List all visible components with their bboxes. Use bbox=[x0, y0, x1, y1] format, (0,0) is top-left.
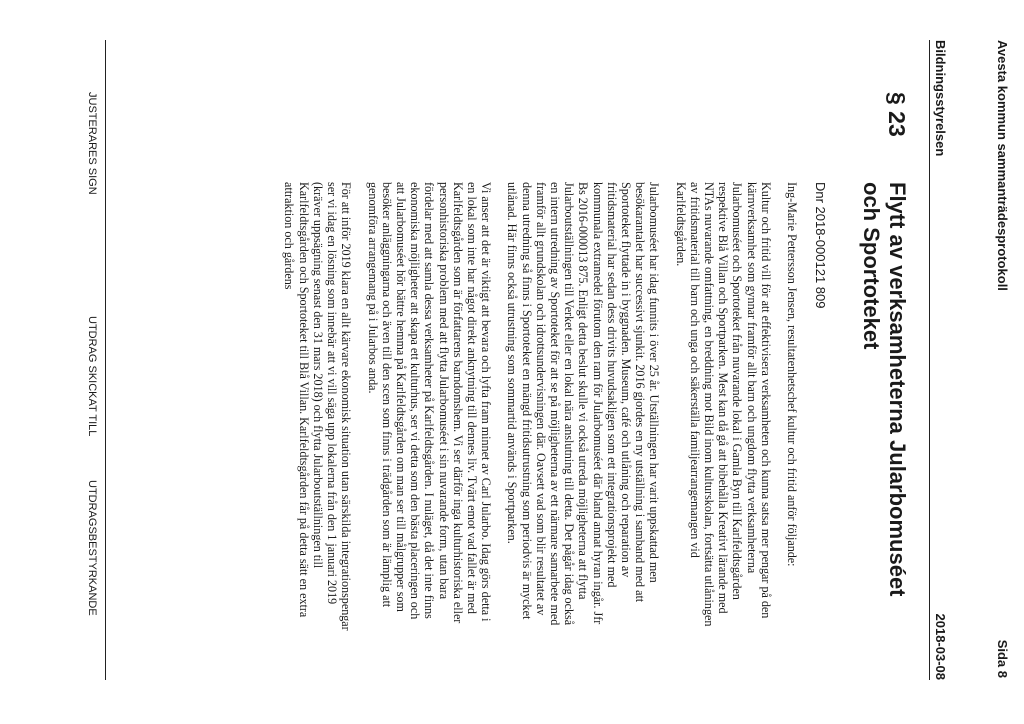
paragraph: Jularbomuséet har idag funnits i över 25 år. Utställningen har varit uppskattad men besökarantalet har successivt sjunkit. 2016 gjordes en ny utställning i samband med att Sportoteket flyttade in i byggnaden. Museum, café och utlåning och reparation av fritidsmaterial har sedan dess drivits huvudsakligen som ett integrationsprojekt med kommunala extramedel förutom den ram för Jularbomuséet där bland annat hyran ingår. Jfr Bs 2016-000013 875. Enligt detta beslut skulle vi också utreda möjligheterna att flytta Jularboutställningen till Verket eller en lokal nära anslutning till detta. Det pågår idag också en intern utredning av Sportoteket för att se på möjligheterna av ett närmare samarbete med framför allt grundskolan och idrottsundervisningen där. Oavsett vad som blir resultatet av denna utredning så finns i Sportoteket en mängd fritidsutrustning som periodvis är mycket utlånad. Här finns också utrustning som sommartid används i Sportparken. bbox=[505, 182, 662, 626]
header-divider bbox=[929, 40, 930, 680]
case-number: Dnr 2018-000121 809 bbox=[813, 182, 828, 309]
footer-verification-label: UTDRAGSBESTYRKANDE bbox=[86, 480, 98, 616]
page-number: Sida 8 bbox=[995, 639, 1010, 678]
paragraph: Kultur och fritid vill för att effektivisera verksamheten och kunna satsa mer pengar på den kärnverksamhet som gynnar framför allt barn och ungdom flytta verksamheterna Jularbomuséet och Sportoteket från nuvarande lokal i Gamla Byn till Karlfeldtsgården respektive Blå Villan och Sportparken. Mest kan då gå att bibehålla Kreativt lärande med NTAs nuvarande omfattning, en breddning mot Bild inom kulturskolan, fortsätta utlåningen av fritidsmaterial till barn och unga och säkerställa familjearrangemangen vid Karlfeldtsgården. bbox=[673, 182, 773, 627]
section-number: § 23 bbox=[884, 92, 910, 137]
meeting-date: 2018-03-08 bbox=[933, 613, 948, 680]
paragraph: Vi anser att det är viktigt att bevara och lyfta fram minnet av Carl Jularbo. Idag görs detta i en lokal som inte har något direkt anknytning till dennes liv. Tvärt emot vad fallet är med Karlfeldtsgården som är författarens barndomshem. Vi ser därför inga kulturhistoriska eller personhistoriska problem med att flytta Jularbomuséet i sin nuvarande form, utan bara fördelar med att samla dessa verksamheter på Karlfeldtsgården. I nuläget, då det inte finns ekonomiska möjligheter att skapa ett kulturhus, ser vi detta som den bästa placeringen och att Jularbomuséet hör bättre hemma på Karlfeldtsgården om man ser till målgrupper som besöker anläggningarna och även till den scen som finns i trädgården som är lämplig att genomföra arrangemang på i Jularbos anda. bbox=[365, 182, 494, 624]
paragraph: För att inför 2019 klara en allt kärvare ekonomisk situation utan särskilda integrationspengar ser vi idag en lösning som innebär att vi vill säga upp lokalerna från den 1 januari 2019 (kräver uppsägning senast den 31 mars 2018) och flytta Jularboutställningen till Karlfeldtsgården och Sportoteket till Blå Villan. Karlfeldtsgården får på detta sätt en extra attraktion och gårdens bbox=[282, 182, 354, 631]
section-title: Flytt av verksamheterna Jularbomuséet och Sportoteket bbox=[859, 182, 910, 597]
footer-divider bbox=[105, 40, 106, 680]
organization-header: Avesta kommun sammanträdesprotokoll bbox=[995, 40, 1010, 291]
paragraph-presenter: Ing-Marie Pettersson Jensen, resultatenhetschef kultur och fritid anför följande: bbox=[785, 182, 799, 567]
section-body bbox=[270, 182, 828, 632]
footer-extract-label: UTDRAG SKICKAT TILL bbox=[86, 316, 98, 437]
committee-name: Bildningsstyrelsen bbox=[933, 40, 948, 157]
footer-signature-label: JUSTERARES SIGN bbox=[86, 92, 98, 195]
